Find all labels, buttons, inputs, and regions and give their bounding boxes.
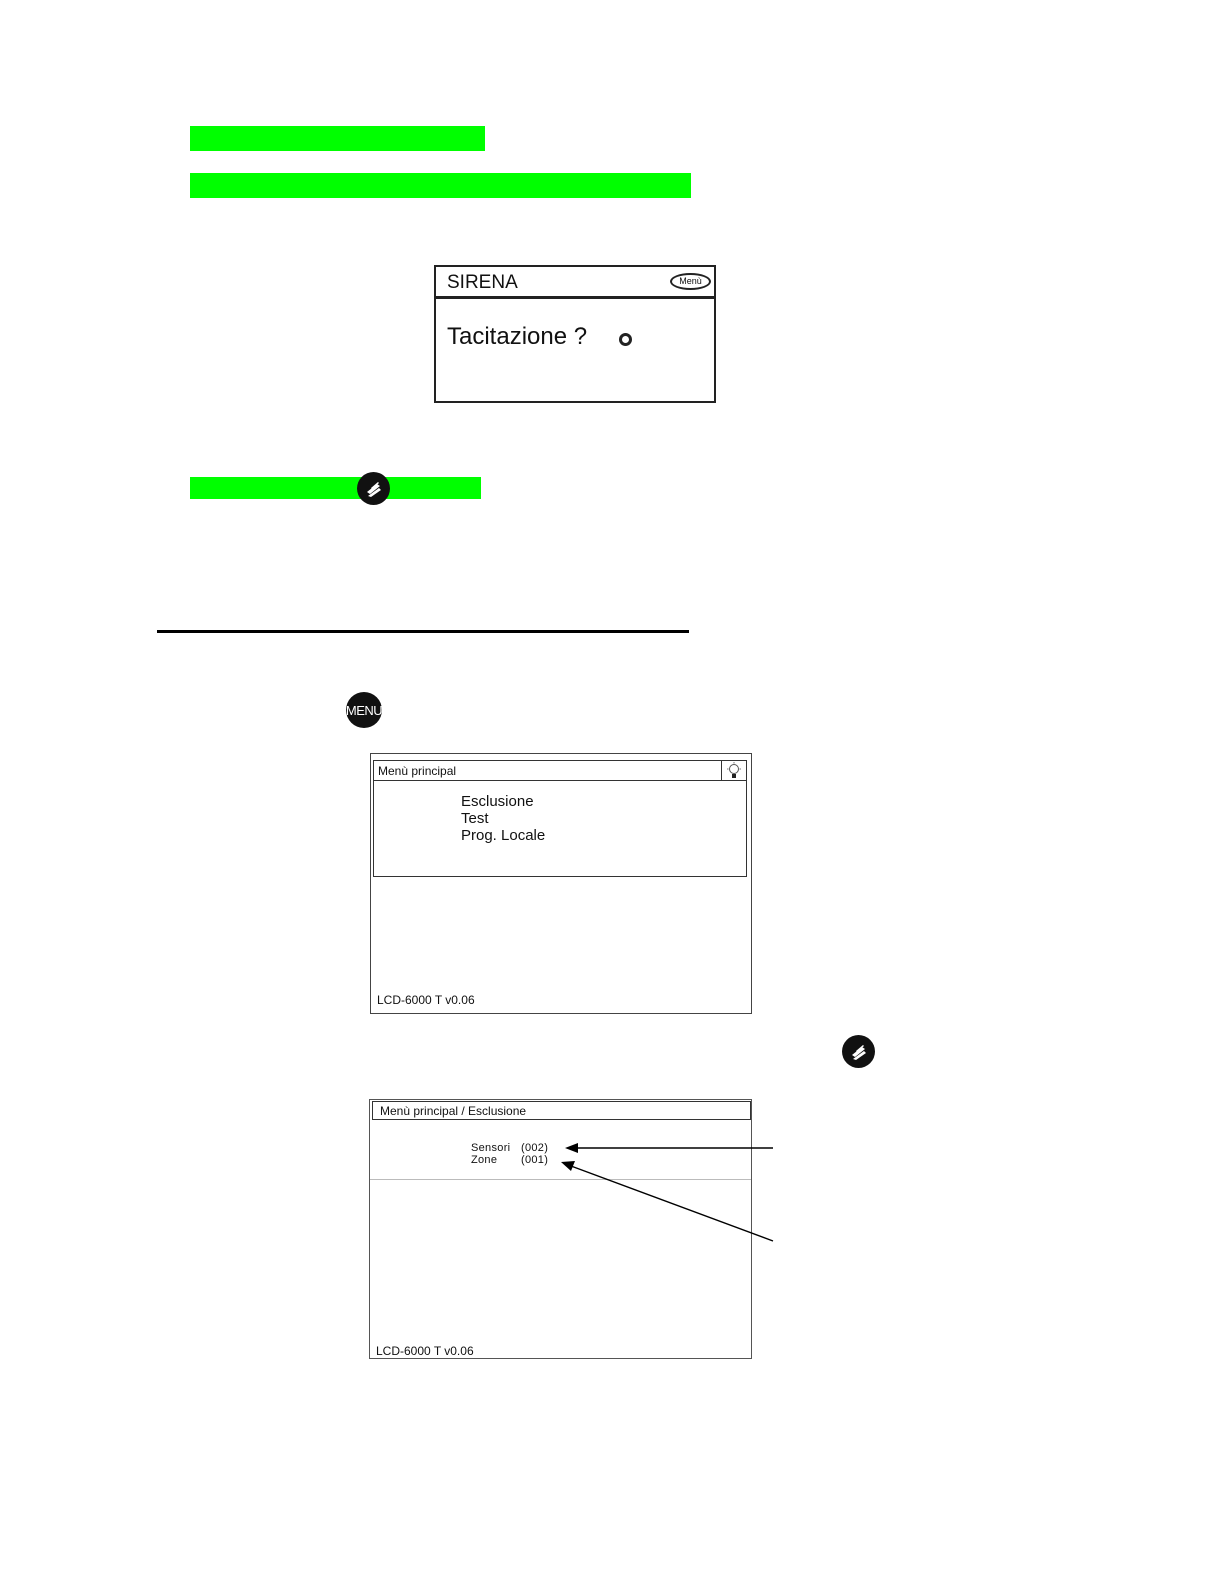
main-menu-list (461, 793, 545, 844)
menu-item-prog-locale[interactable]: Prog. Locale (461, 827, 546, 844)
zone-count: (001) (521, 1154, 549, 1166)
firmware-version: LCD-6000 T v0.06 (377, 993, 475, 1007)
sensori-count: (002) (521, 1142, 549, 1154)
highlight-bar-1 (190, 126, 485, 151)
lightbulb-icon (721, 761, 746, 780)
hand-silence-icon[interactable] (842, 1035, 875, 1068)
menu-item-esclusione[interactable]: Esclusione (461, 793, 534, 810)
menu-key-icon[interactable] (346, 692, 382, 728)
lightbulb-glyph (722, 761, 746, 780)
hand-silence-glyph (848, 1041, 870, 1063)
section-divider (157, 630, 689, 633)
esclusione-separator (370, 1179, 751, 1180)
esclusione-lcd-screen (369, 1099, 752, 1359)
sensori-label: Sensori (471, 1142, 511, 1154)
esclusione-header (372, 1101, 751, 1120)
highlight-bar-2 (190, 173, 691, 198)
hand-silence-glyph (363, 478, 385, 500)
main-menu-header (374, 761, 746, 781)
main-menu-panel (373, 760, 747, 877)
highlight-bar-3 (190, 477, 481, 499)
zone-label: Zone (471, 1154, 498, 1166)
menu-badge[interactable]: Menù (670, 273, 711, 290)
sirena-lcd-screen (434, 265, 716, 403)
sirena-header (436, 267, 714, 299)
hand-silence-icon[interactable] (357, 472, 390, 505)
zone-row[interactable] (471, 1154, 549, 1166)
circle-icon (619, 333, 632, 346)
main-menu-lcd-screen (370, 753, 752, 1014)
sirena-title: SIRENA (447, 272, 518, 293)
menu-item-test[interactable]: Test (461, 810, 489, 827)
firmware-version: LCD-6000 T v0.06 (376, 1344, 474, 1358)
esclusione-title: Menù principal / Esclusione (380, 1104, 527, 1118)
sensori-row[interactable] (471, 1142, 549, 1154)
menu-key-label: MENU (345, 702, 383, 718)
silence-question: Tacitazione ? (447, 323, 588, 350)
main-menu-title: Menù principal (378, 764, 457, 778)
